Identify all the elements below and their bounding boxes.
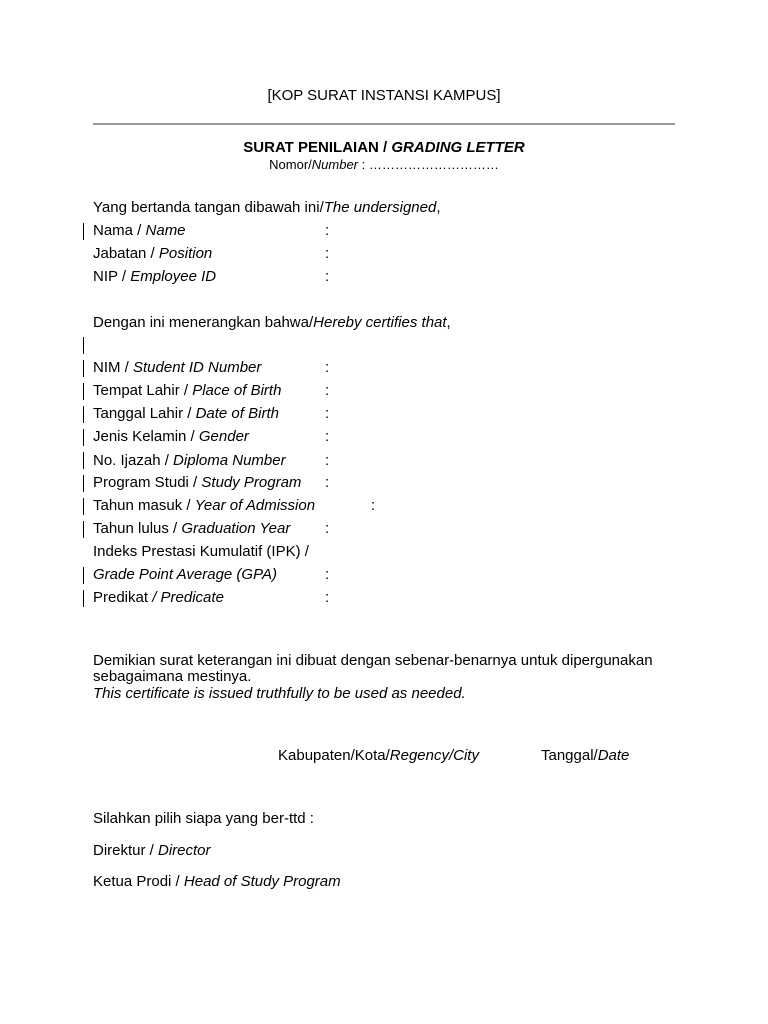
field-gpa-label: Indeks Prestasi Kumulatif (IPK) / xyxy=(93,543,309,560)
field-label-en: Name xyxy=(145,222,186,239)
field-label-id: Tahun masuk / xyxy=(93,497,195,514)
field-colon: : xyxy=(325,474,330,491)
field-colon: : xyxy=(325,405,330,422)
number-label: Nomor/ xyxy=(269,157,312,172)
place-label-en: Regency/City xyxy=(389,747,479,764)
closing-line-1: Demikian surat keterangan ini dibuat dengan sebenar-benarnya untuk dipergunakan xyxy=(93,652,653,669)
intro-id: Yang bertanda tangan dibawah ini/ xyxy=(93,199,324,216)
field-label-id: Nama / xyxy=(93,222,146,239)
field-colon: : xyxy=(325,452,330,469)
field-name xyxy=(93,222,186,240)
field-label-en: / Predicate xyxy=(152,589,224,606)
intro-en: The undersigned xyxy=(323,199,437,216)
header-divider xyxy=(93,123,675,125)
certify-tail: , xyxy=(446,314,451,331)
signatory-label-id: Ketua Prodi / xyxy=(93,873,184,890)
field-label-id: Program Studi / xyxy=(93,474,202,491)
field-position xyxy=(93,245,212,263)
signatory-option-head-of-program xyxy=(93,873,341,891)
field-colon: : xyxy=(371,497,376,514)
field-colon: : xyxy=(325,566,330,583)
text-cursor-mark xyxy=(83,475,84,492)
field-label-en: Date of Birth xyxy=(195,405,279,422)
text-cursor-mark xyxy=(83,360,84,377)
field-gpa-label-en: Grade Point Average (GPA) xyxy=(93,566,277,583)
field-label-id: Predikat xyxy=(93,589,153,606)
place-label-id: Kabupaten/Kota/ xyxy=(278,747,390,764)
field-label-id: No. Ijazah / xyxy=(93,452,174,469)
field-date-of-birth xyxy=(93,405,279,423)
place-label xyxy=(278,747,479,765)
closing-line-2: sebagaimana mestinya. xyxy=(93,668,252,685)
field-label-en: Study Program xyxy=(201,474,302,491)
field-gender xyxy=(93,428,249,446)
field-label-id: NIM / xyxy=(93,359,133,376)
signatory-prompt: Silahkan pilih siapa yang ber-ttd : xyxy=(93,810,314,827)
intro-tail: , xyxy=(436,199,441,216)
letterhead: [KOP SURAT INSTANSI KAMPUS] xyxy=(267,87,501,104)
field-colon: : xyxy=(325,268,330,285)
field-colon: : xyxy=(325,382,330,399)
number-label-en: Number xyxy=(311,157,359,172)
field-label-id: Tanggal Lahir / xyxy=(93,405,196,422)
text-cursor-mark xyxy=(83,383,84,400)
field-label-en: Position xyxy=(158,245,213,262)
field-label-en: Gender xyxy=(198,428,249,445)
field-label-en: Student ID Number xyxy=(133,359,262,376)
text-cursor-mark xyxy=(83,452,84,469)
field-label-en: Graduation Year xyxy=(181,520,291,537)
text-cursor-mark xyxy=(83,567,84,584)
field-colon: : xyxy=(325,222,330,239)
text-cursor-mark xyxy=(83,429,84,446)
date-label-en: Date xyxy=(597,747,630,764)
text-cursor-mark xyxy=(83,223,84,240)
field-label-id: NIP / xyxy=(93,268,131,285)
field-label-id: Tahun lulus / xyxy=(93,520,182,537)
field-colon: : xyxy=(325,359,330,376)
field-predicate xyxy=(93,589,224,607)
field-label-en: Year of Admission xyxy=(194,497,316,514)
date-label-id: Tanggal/ xyxy=(541,747,598,764)
field-colon: : xyxy=(325,520,330,537)
signatory-label-en: Head of Study Program xyxy=(183,873,341,890)
field-colon: : xyxy=(325,428,330,445)
field-label-en: Place of Birth xyxy=(192,382,282,399)
signatory-option-director xyxy=(93,842,211,860)
field-student-id xyxy=(93,359,261,377)
date-label xyxy=(541,747,629,765)
text-cursor-mark xyxy=(83,406,84,423)
signatory-label-id: Direktur / xyxy=(93,842,159,859)
signatory-label-en: Director xyxy=(158,842,211,859)
title-id: SURAT PENILAIAN / xyxy=(243,139,392,156)
title-en: GRADING LETTER xyxy=(391,139,525,156)
certify-id: Dengan ini menerangkan bahwa/ xyxy=(93,314,314,331)
certify-text xyxy=(93,314,451,332)
field-diploma-number xyxy=(93,452,286,470)
field-label-id: Jenis Kelamin / xyxy=(93,428,199,445)
field-graduation-year xyxy=(93,520,290,538)
intro-text xyxy=(93,199,441,217)
field-label-id: Tempat Lahir / xyxy=(93,382,193,399)
field-year-of-admission xyxy=(93,497,315,515)
field-colon: : xyxy=(325,245,330,262)
field-label-en: Diploma Number xyxy=(173,452,286,469)
field-colon: : xyxy=(325,589,330,606)
field-study-program xyxy=(93,474,301,492)
letter-number xyxy=(0,156,768,174)
field-label-id: Jabatan / xyxy=(93,245,159,262)
field-place-of-birth xyxy=(93,382,281,400)
text-cursor-mark xyxy=(83,521,84,538)
page-title xyxy=(0,139,768,157)
text-cursor-mark xyxy=(83,337,84,354)
number-value: : ………………………… xyxy=(358,157,499,172)
text-cursor-mark xyxy=(83,590,84,607)
text-cursor-mark xyxy=(83,498,84,515)
field-employee-id xyxy=(93,268,216,286)
field-label-en: Employee ID xyxy=(130,268,217,285)
closing-line-en: This certificate is issued truthfully to be used as needed. xyxy=(93,685,466,702)
certify-en: Hereby certifies that xyxy=(313,314,447,331)
